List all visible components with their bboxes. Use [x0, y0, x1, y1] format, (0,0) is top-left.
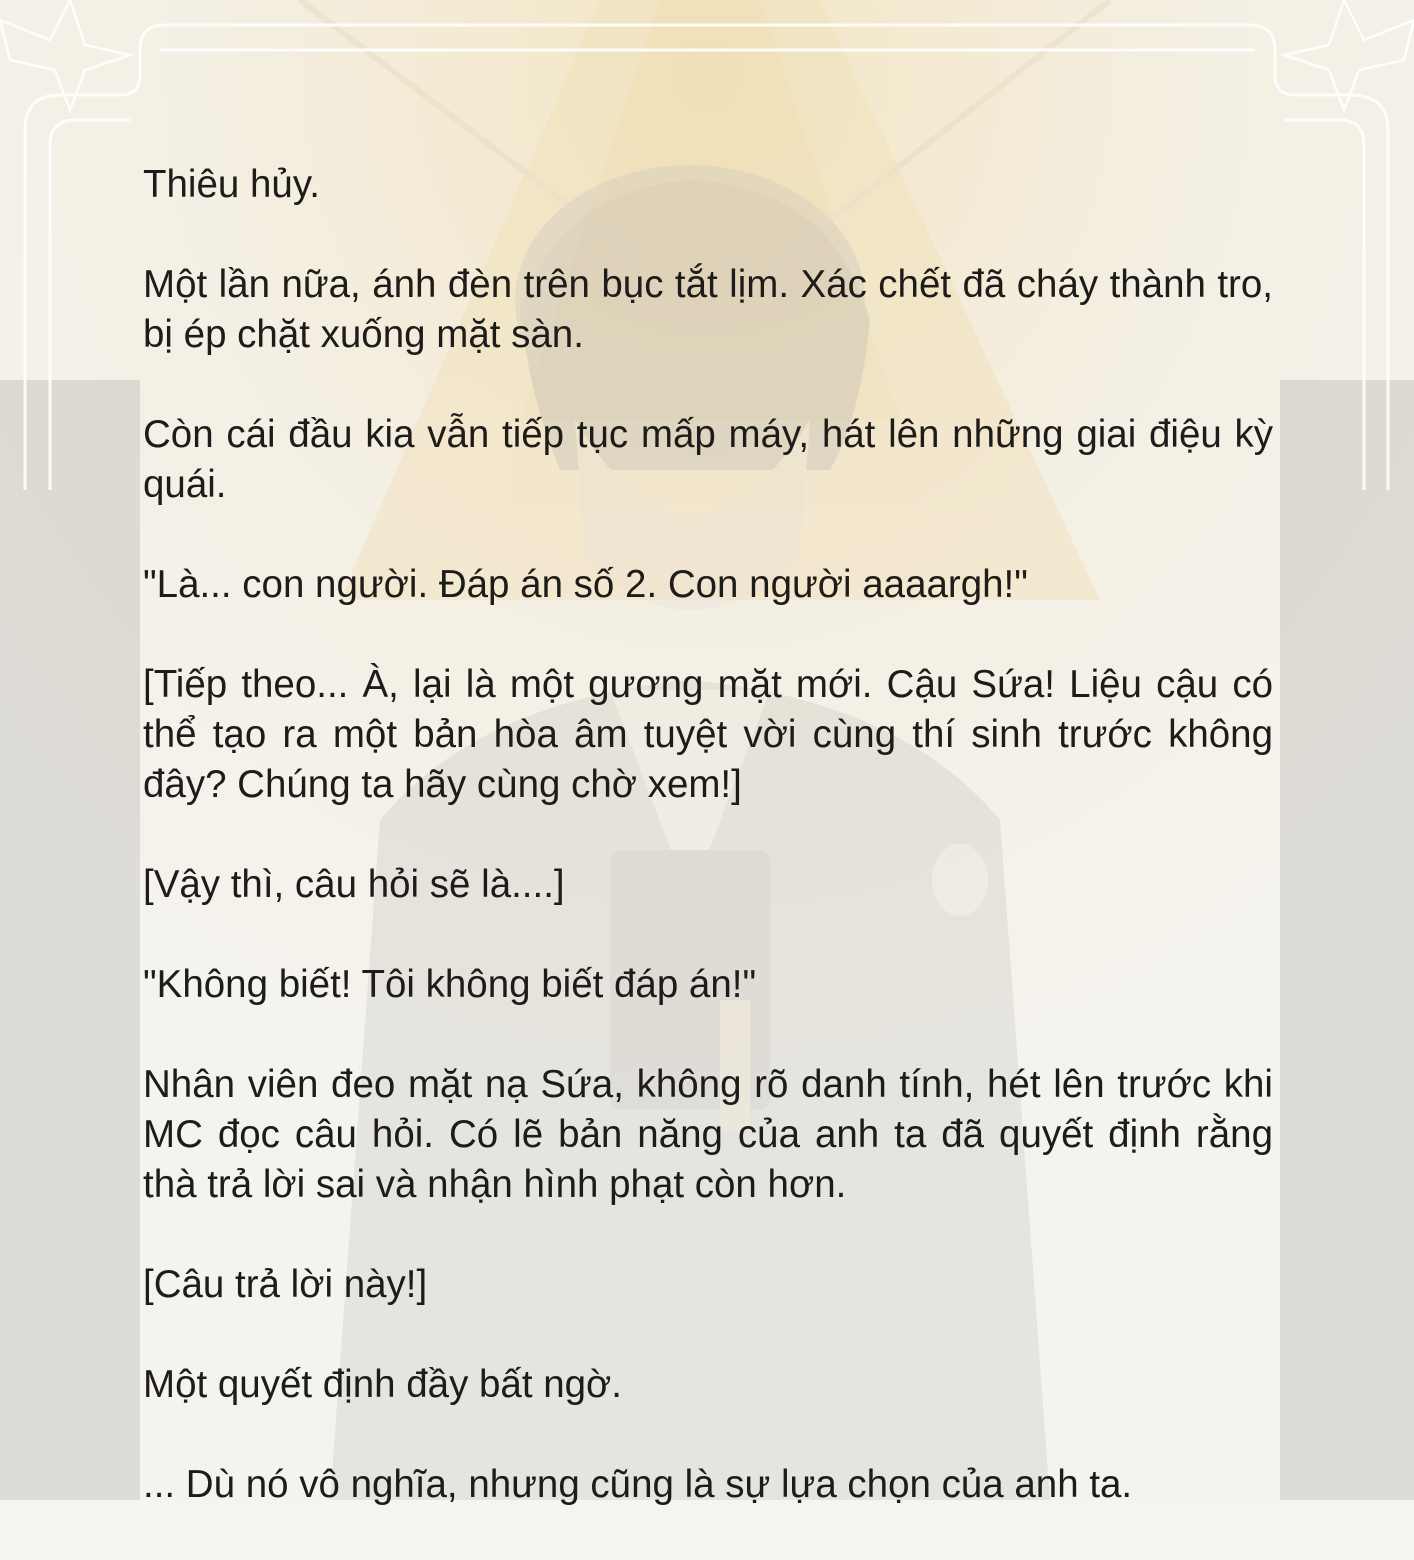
paragraph-4: "Là... con người. Đáp án số 2. Con người aaaargh!" — [143, 563, 1028, 606]
paragraph-5: [Tiếp theo... À, lại là một gương mặt mới. Cậu Sứa! Liệu cậu có thể tạo ra một bản hòa âm tuyệt vời cùng thí sinh trước không đây? Chúng ta hãy cùng chờ xem!] — [143, 663, 1273, 806]
paragraph-3: Còn cái đầu kia vẫn tiếp tục mấp máy, hát lên những giai điệu kỳ quái. — [143, 413, 1273, 506]
paragraph-6: [Vậy thì, câu hỏi sẽ là....] — [143, 863, 565, 906]
paragraph-8: Nhân viên đeo mặt nạ Sứa, không rõ danh tính, hét lên trước khi MC đọc câu hỏi. Có lẽ bản năng của anh ta đã quyết định rằng thà trả lời sai và nhận hình phạt còn hơn. — [143, 1063, 1273, 1206]
paragraph-1: Thiêu hủy. — [143, 163, 320, 206]
document-body — [143, 160, 1273, 1560]
paragraph-9: [Câu trả lời này!] — [143, 1263, 428, 1306]
paragraph-10: Một quyết định đầy bất ngờ. — [143, 1363, 622, 1406]
paragraph-7: "Không biết! Tôi không biết đáp án!" — [143, 963, 757, 1006]
paragraph-11: ... Dù nó vô nghĩa, nhưng cũng là sự lựa chọn của anh ta. — [143, 1463, 1133, 1506]
paragraph-2: Một lần nữa, ánh đèn trên bục tắt lịm. Xác chết đã cháy thành tro, bị ép chặt xuống mặt sàn. — [143, 263, 1273, 356]
